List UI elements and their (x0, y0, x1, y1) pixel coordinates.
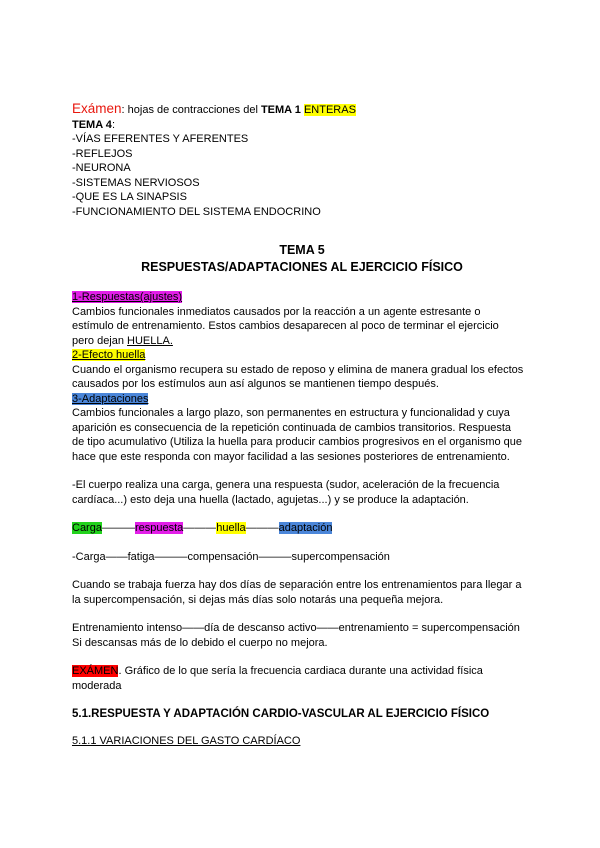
adaptaciones-heading: 3-Adaptaciones (72, 392, 149, 405)
document-page (72, 102, 532, 748)
chain-dash: ——— (183, 522, 217, 534)
fuerza-text: Cuando se trabaja fuerza hay dos días de separación entre los entrenamientos para llegar a (72, 579, 522, 591)
tema4-colon: : (111, 118, 115, 131)
respuestas-text: Cambios funcionales inmediatos causados por la reacción a un agente estresante o (72, 305, 481, 318)
chain2-row: -Carga——fatiga———compensación———supercompensación (72, 550, 390, 563)
tema4-item: -FUNCIONAMIENTO DEL SISTEMA ENDOCRINO (72, 205, 321, 218)
examen2-row (72, 664, 532, 679)
adaptaciones-text: Cambios funcionales a largo plazo, son permanentes en estructura y funcionalidad y cuya (72, 407, 510, 419)
intenso-text: Si descansas más de lo debido el cuerpo no mejora. (72, 636, 328, 649)
exam-text: : hojas de contracciones del (121, 104, 261, 116)
intenso-text: Entrenamiento intenso——día de descanso activo——entrenamiento = supercompensación (72, 622, 520, 634)
exam-note (72, 102, 532, 118)
tema1-label: TEMA 1 (260, 104, 301, 116)
enteras-highlight: ENTERAS (303, 104, 356, 116)
respuestas-text: estímulo de entrenamiento. Estos cambios desaparecen al poco de terminar el ejercicio (72, 320, 499, 332)
tema4-item: -SISTEMAS NERVIOSOS (72, 176, 200, 189)
huella-underlined: HUELLA. (127, 334, 173, 347)
adaptaciones-text: aparición es consecuencia de la repetición continuada de cambios transitorios. Respuesta (72, 421, 512, 434)
subsection-title: 5.1.1 VARIACIONES DEL GASTO CARDÍACO (72, 734, 301, 747)
tema4-item: -VÍAS EFERENTES Y AFERENTES (72, 133, 249, 145)
page-subtitle: RESPUESTAS/ADAPTACIONES AL EJERCICIO FÍSICO (141, 260, 463, 274)
adaptaciones-text: de tipo acumulativo (Utiliza la huella para producir cambios progresivos en el organismo que (72, 436, 523, 448)
adaptaciones-text: hace que este responda con mayor facilidad a las sesiones posteriores de entrenamiento. (72, 450, 510, 463)
chain-adaptacion: adaptación (278, 522, 333, 534)
examen2-label: EXÁMEN (72, 665, 119, 677)
chain-carga: Carga (72, 522, 102, 534)
tema4-item: -REFLEJOS (72, 147, 133, 160)
efecto-text: Cuando el organismo recupera su estado de reposo y elimina de manera gradual los efectos (72, 363, 524, 376)
chain-row (72, 521, 532, 536)
tema4-heading (72, 118, 532, 133)
examen2-text-2: moderada (72, 679, 122, 692)
section-title: 5.1.RESPUESTA Y ADAPTACIÓN CARDIO-VASCULAR AL EJERCICIO FÍSICO (72, 708, 490, 720)
tema4-item: -NEURONA (72, 162, 131, 174)
respuestas-heading: 1-Respuestas(ajustes) (72, 291, 183, 303)
chain-respuesta: respuesta (134, 522, 184, 534)
respuestas-text: pero dejan (72, 334, 128, 347)
cuerpo-text: cardíaca...) esto deja una huella (lactado, agujetas...) y se produce la adaptación. (72, 493, 469, 506)
efecto-heading: 2-Efecto huella (72, 349, 146, 361)
page-title: TEMA 5 (279, 243, 325, 257)
tema4-item: -QUE ES LA SINAPSIS (72, 191, 187, 203)
examen2-text: . Gráfico de lo que sería la frecuencia cardiaca durante una actividad física (118, 665, 483, 677)
exam-label: Exámen (72, 101, 122, 116)
chain-huella: huella (216, 522, 246, 534)
chain-dash: ——— (101, 522, 135, 534)
chain-dash: ——— (245, 522, 279, 534)
efecto-text: causados por los estímulos aun así algunos se mantienen tiempo después. (72, 378, 439, 390)
tema4-label: TEMA 4 (72, 118, 112, 131)
fuerza-text: la supercompensación, si dejas más días solo notarás una pequeña mejora. (72, 593, 444, 606)
cuerpo-text: -El cuerpo realiza una carga, genera una respuesta (sudor, aceleración de la frecuencia (72, 479, 500, 491)
